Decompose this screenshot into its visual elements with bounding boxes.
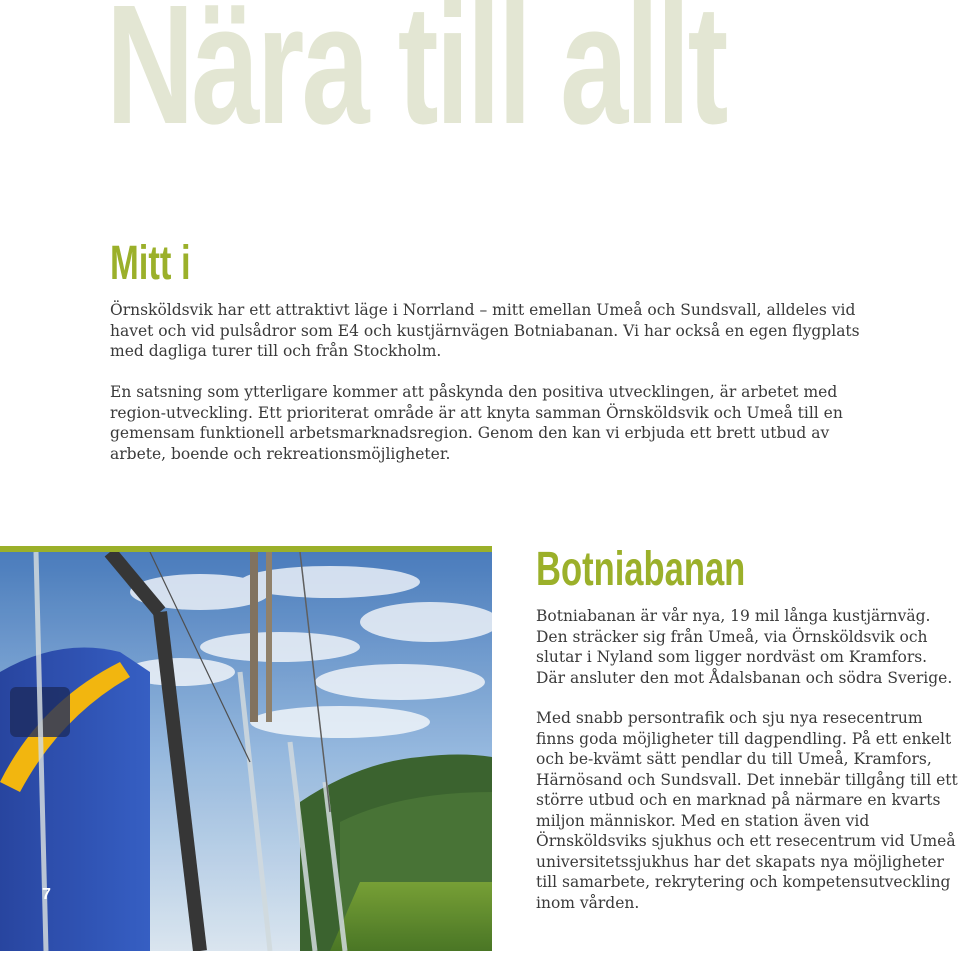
train-station-photo bbox=[0, 546, 492, 951]
photo-illustration bbox=[0, 552, 492, 951]
mitt-i-paragraph-1: Örnsköldsvik har ett attraktivt läge i Norrland – mitt emellan Umeå och Sundsvall, alldeles vid havet och vid pulsådror som E4 och kustjärnvägen Botniabanan. Vi har också en egen flygplats med dagliga turer till och från Stockholm. bbox=[110, 301, 860, 360]
botniabanan-paragraph-2: Med snabb persontrafik och sju nya resecentrum finns goda möjligheter till dagpendling. På ett enkelt och be-kvämt sätt pendlar du till Umeå, Kramfors, Härnösand och Sundsvall. Det innebär tillgång till ett större utbud och en marknad på närmare en kvarts miljon människor. Med en station även vid Örnsköldsviks sjukhus och ett resecentrum vid Umeå universitetssjukhus har det skapats nya möjligheter till samarbete, rekrytering och kompetensutveckling inom vården. bbox=[536, 709, 958, 912]
section-heading-botniabanan: Botniabanan bbox=[536, 543, 746, 596]
mitt-i-paragraph-2: En satsning som ytterligare kommer att påskynda den positiva utvecklingen, är arbetet med region-utveckling. Ett prioriterat område är att knyta samman Örnsköldsvik och Umeå till en gemensam funktionell arbetsmarknadsregion. Genom den kan vi erbjuda ett brett utbud av arbete, boende och rekreationsmöjligheter. bbox=[110, 383, 843, 463]
page-number: 7 bbox=[42, 886, 51, 903]
page-title: Nära till allt bbox=[106, 0, 726, 160]
botniabanan-paragraph-1: Botniabanan är vår nya, 19 mil långa kustjärnväg. Den sträcker sig från Umeå, via Örnsköldsvik och slutar i Nyland som ligger nordväst om Kramfors. Där ansluter den mot Ådalsbanan och södra Sverige. bbox=[536, 607, 953, 687]
section-heading-mitt-i: Mitt i bbox=[110, 237, 191, 290]
